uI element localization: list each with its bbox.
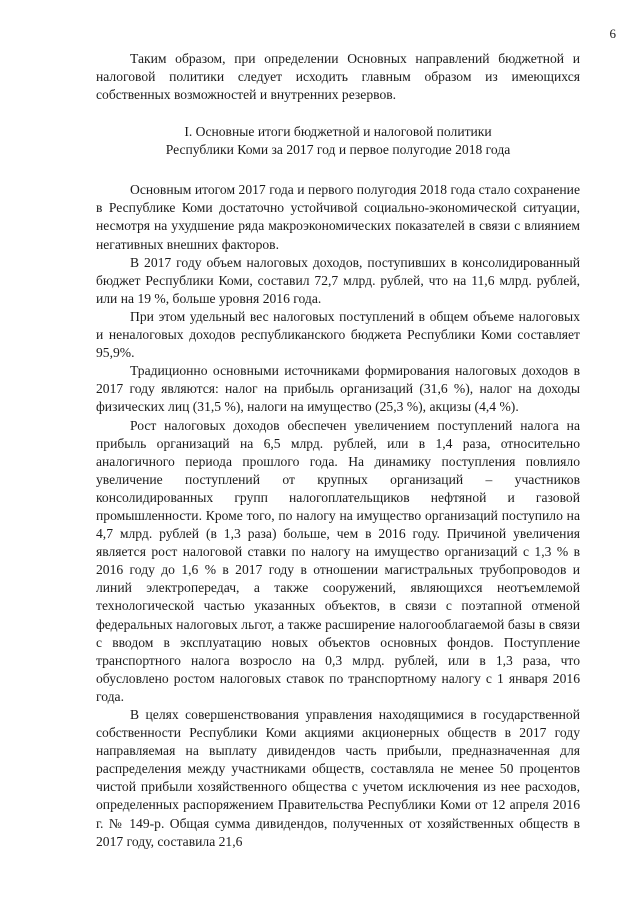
- page-number: 6: [609, 26, 616, 41]
- section-title-line-1: I. Основные итоги бюджетной и налоговой политики: [184, 124, 492, 140]
- paragraph-2: В 2017 году объем налоговых доходов, поступивших в консолидированный бюджет Республики Коми, составил 72,7 млрд. рублей, что на 11,6 млрд. рублей, или на 19 %, больше уровня 2016 года.: [96, 254, 580, 306]
- section-title: [96, 123, 580, 159]
- section-title-line-2: Республики Коми за 2017 год и первое полугодие 2018 года: [165, 142, 511, 158]
- paragraph-4: Традиционно основными источниками формирования налоговых доходов в 2017 году являются: налог на прибыль организаций (31,6 %), налог на доходы физических лиц (31,5 %), налоги на имущество (25,3 %), акцизы (4,4 %).: [96, 363, 580, 415]
- paragraph-3: При этом удельный вес налоговых поступлений в общем объеме налоговых и неналоговых доходов республиканского бюджета Республики Коми составляет 95,9%.: [96, 308, 580, 361]
- paragraph-6: В целях совершенствования управления находящимися в государственной собственности Республики Коми акциями акционерных обществ в 2017 году направляемая на выплату дивидендов часть прибыли, предназначенная для распределения между участниками обществ, составляла не менее 50 процентов чистой прибыли хозяйственного общества с учетом исключения из нее расходов, определенных распоряжением Правительства Республики Коми от 12 апреля 2016 г. № 149-р. Общая сумма дивидендов, полученных от хозяйственных обществ в 2017 году, составила 21,6: [96, 707, 580, 849]
- document-body: [96, 50, 580, 851]
- paragraph-5: Рост налоговых доходов обеспечен увеличением поступлений налога на прибыль организаций на 6,5 млрд. рублей, или в 1,4 раза, относительно аналогичного периода прошлого года. На динамику поступления повлияло увеличение поступлений от крупных организаций – участников консолидированных групп налогоплательщиков нефтяной и газовой промышленности. Кроме того, по налогу на имущество организаций поступило на 4,7 млрд. рублей (в 1,3 раза) больше, чем в 2016 году. Причиной увеличения является рост налоговой ставки по налогу на имущество организаций с 1,3 % в 2016 году до 1,6 % в 2017 году в отношении магистральных трубопроводов и линий электропередач, а также сооружений, являющихся неотъемлемой технологической частью указанных объектов, в связи с поэтапной отменой федеральных налоговых льгот, а также расширение налогооблагаемой базы в связи с вводом в эксплуатацию новых объектов основных фондов. Поступление транспортного налога возросло на 0,3 млрд. рублей, или в 1,3 раза, что обусловлено ростом налоговых ставок по транспортному налогу с 1 января 2016 года.: [96, 417, 580, 704]
- intro-paragraph: Таким образом, при определении Основных направлений бюджетной и налоговой политики следует исходить главным образом из имеющихся собственных возможностей и внутренних резервов.: [96, 51, 580, 103]
- paragraph-1: Основным итогом 2017 года и первого полугодия 2018 года стало сохранение в Республике Коми достаточно устойчивой социально-экономической ситуации, несмотря на ухудшение ряда макроэкономических показателей в связи с влиянием негативных внешних факторов.: [96, 182, 580, 252]
